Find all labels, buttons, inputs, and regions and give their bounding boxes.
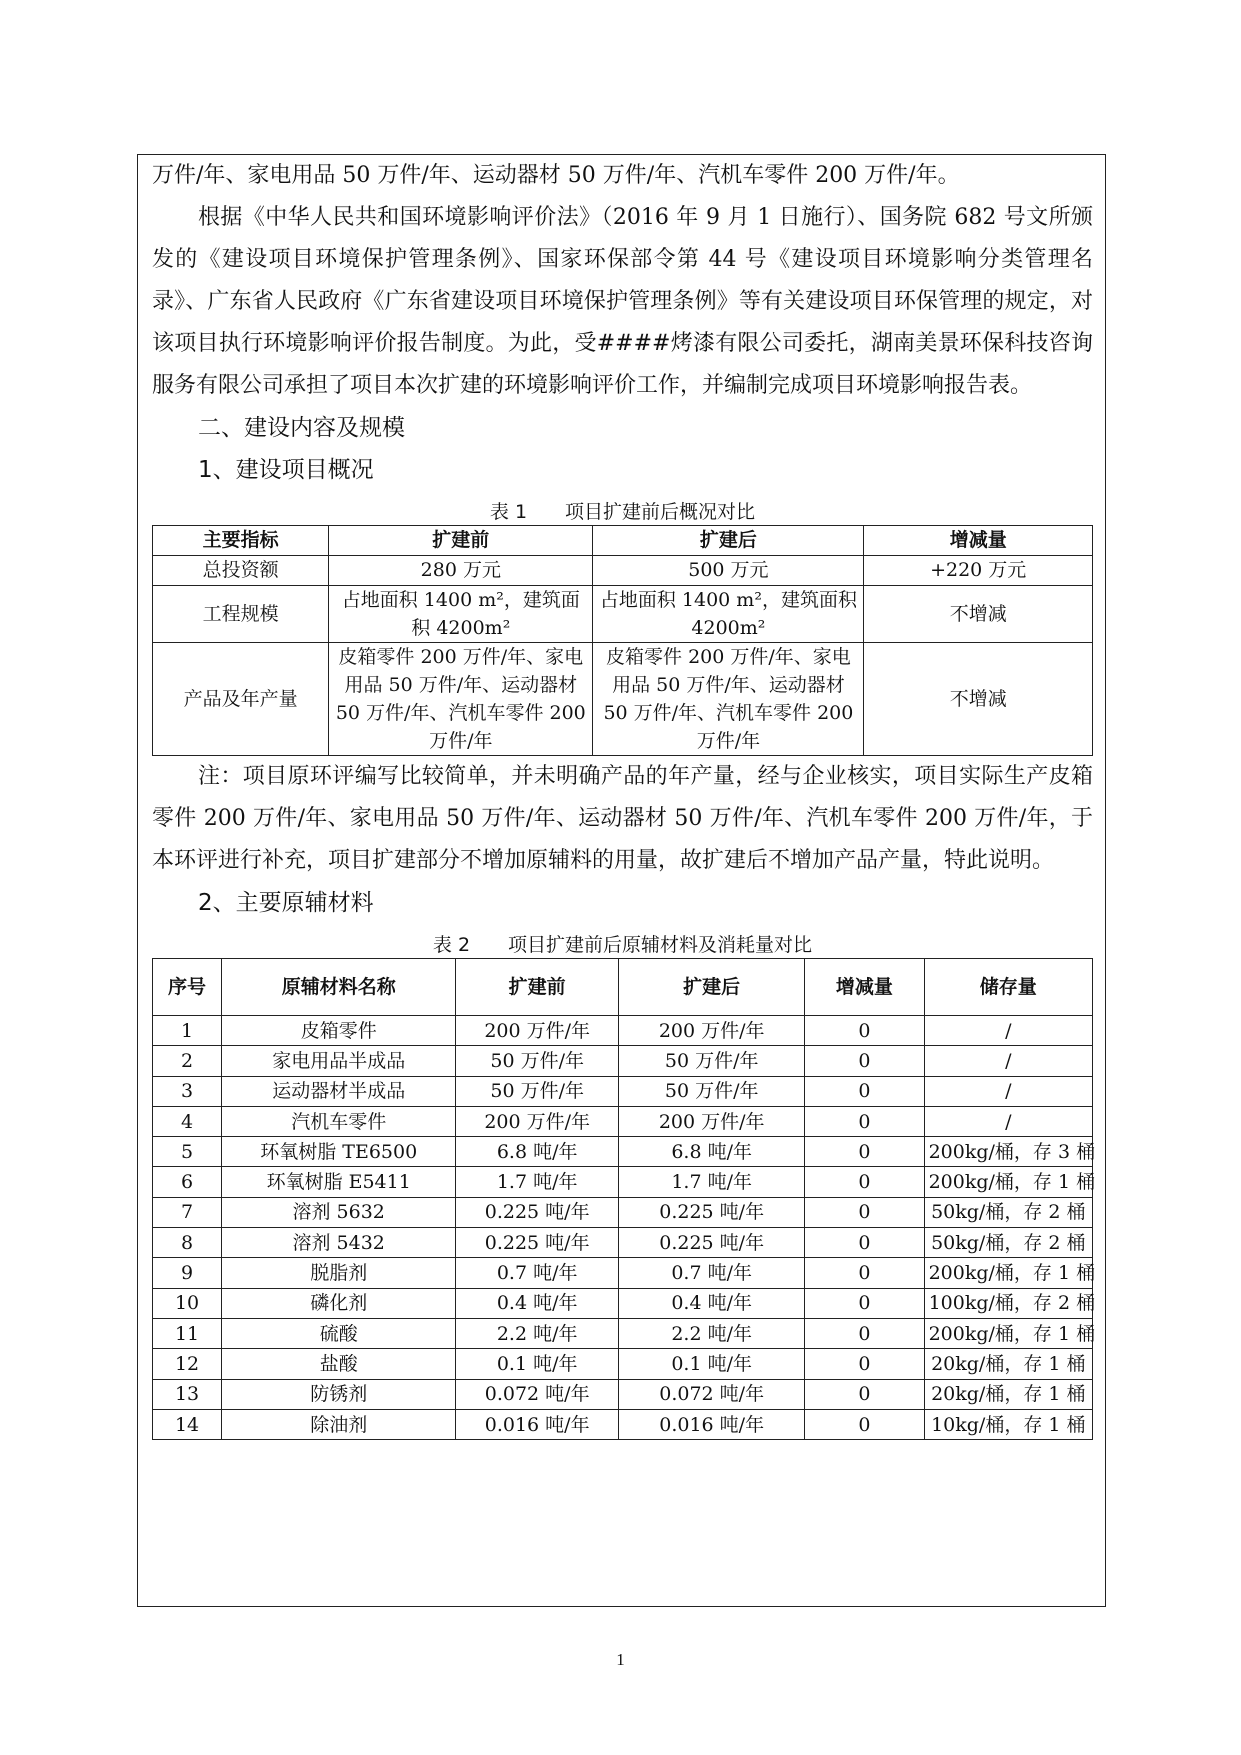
table-cell: 0 [805, 1349, 924, 1379]
table2-header-cell: 序号 [153, 959, 222, 1016]
table-cell: 100kg/桶，存 2 桶 [924, 1288, 1092, 1318]
table-cell: 6.8 吨/年 [456, 1137, 619, 1167]
table-cell: 6.8 吨/年 [619, 1137, 805, 1167]
table-cell: 环氧树脂 TE6500 [222, 1137, 456, 1167]
table-cell: 1.7 吨/年 [619, 1167, 805, 1197]
table2-header-cell: 原辅材料名称 [222, 959, 456, 1016]
section-title: 二、建设内容及规模 [198, 415, 405, 441]
table-cell: 50kg/桶，存 2 桶 [924, 1197, 1092, 1227]
table-row [153, 1046, 1093, 1076]
table-cell: 汽机车零件 [222, 1106, 456, 1136]
table-cell: 0 [805, 1258, 924, 1288]
table-cell: 2.2 吨/年 [619, 1318, 805, 1348]
table-cell: 0.225 吨/年 [456, 1197, 619, 1227]
table-row [153, 556, 1093, 586]
table-cell: 0.225 吨/年 [619, 1228, 805, 1258]
table-row [153, 1106, 1093, 1136]
table-cell: 0.7 吨/年 [456, 1258, 619, 1288]
table-cell: 0.225 吨/年 [619, 1197, 805, 1227]
table-cell: 占地面积 1400 m²，建筑面积 4200m² [593, 586, 864, 643]
table-cell: 50kg/桶，存 2 桶 [924, 1228, 1092, 1258]
table2-header-cell: 扩建后 [619, 959, 805, 1016]
table-cell: 280 万元 [329, 556, 593, 586]
table-cell: 50 万件/年 [456, 1046, 619, 1076]
table-cell: 硫酸 [222, 1318, 456, 1348]
table-cell: 2 [153, 1046, 222, 1076]
table-row [153, 1258, 1093, 1288]
table2-header-row [153, 959, 1093, 1016]
table-cell: / [924, 1076, 1092, 1106]
table2-header-cell: 增减量 [805, 959, 924, 1016]
table-cell: 200 万件/年 [619, 1016, 805, 1046]
page-frame [137, 154, 1106, 1607]
table-cell: 50 万件/年 [456, 1076, 619, 1106]
table-row [153, 1349, 1093, 1379]
table-cell: 10kg/桶，存 1 桶 [924, 1409, 1092, 1439]
table-row [153, 1137, 1093, 1167]
table-cell: 8 [153, 1228, 222, 1258]
table-cell: 0.1 吨/年 [456, 1349, 619, 1379]
table-cell: 0.016 吨/年 [619, 1409, 805, 1439]
table1-header-cell: 扩建后 [593, 526, 864, 556]
table2 [152, 958, 1096, 1440]
table2-header-cell: 储存量 [924, 959, 1092, 1016]
table-cell: 家电用品半成品 [222, 1046, 456, 1076]
table2-body [153, 1016, 1096, 1440]
table-cell: 0 [805, 1106, 924, 1136]
table-cell: 0 [805, 1379, 924, 1409]
table1-header-cell: 扩建前 [329, 526, 593, 556]
table-cell: 磷化剂 [222, 1288, 456, 1318]
table-cell: 防锈剂 [222, 1379, 456, 1409]
table-cell: 产品及年产量 [153, 643, 329, 756]
table-cell: 7 [153, 1197, 222, 1227]
table-cell: 0.072 吨/年 [619, 1379, 805, 1409]
table-cell: 皮箱零件 200 万件/年、家电用品 50 万件/年、运动器材 50 万件/年、汽机车零件 200 万件/年 [329, 643, 593, 756]
table-cell: 5 [153, 1137, 222, 1167]
table-cell: 工程规模 [153, 586, 329, 643]
table-cell: 2.2 吨/年 [456, 1318, 619, 1348]
table1 [152, 525, 1093, 756]
table-cell: 500 万元 [593, 556, 864, 586]
table1-header-cell: 主要指标 [153, 526, 329, 556]
table-cell: 盐酸 [222, 1349, 456, 1379]
table-cell: 12 [153, 1349, 222, 1379]
table-cell: 0 [805, 1409, 924, 1439]
table-cell: 1.7 吨/年 [456, 1167, 619, 1197]
table-cell: 0.7 吨/年 [619, 1258, 805, 1288]
table-cell: / [924, 1016, 1092, 1046]
table-cell: 0 [805, 1016, 924, 1046]
table-row [153, 1167, 1093, 1197]
table-cell: 0.4 吨/年 [456, 1288, 619, 1318]
table-cell: 0 [805, 1046, 924, 1076]
table-cell: 200kg/桶，存 3 桶 [924, 1137, 1092, 1167]
table-cell: 不增减 [864, 643, 1093, 756]
table-cell: 20kg/桶，存 1 桶 [924, 1349, 1092, 1379]
table-row [153, 1016, 1093, 1046]
table-cell: 0.4 吨/年 [619, 1288, 805, 1318]
table-row [153, 1379, 1093, 1409]
table-cell: 200kg/桶，存 1 桶 [924, 1258, 1092, 1288]
subsection-title-1: 1、建设项目概况 [198, 457, 374, 483]
intro-continued-line: 万件/年、家电用品 50 万件/年、运动器材 50 万件/年、汽机车零件 200 万件/年。 [152, 163, 960, 188]
table-row [153, 1288, 1093, 1318]
table1-caption: 表 1 项目扩建前后概况对比 [489, 501, 756, 523]
table-cell: +220 万元 [864, 556, 1093, 586]
table-cell: 不增减 [864, 586, 1093, 643]
table1-header-row [153, 526, 1093, 556]
table-cell: / [924, 1106, 1092, 1136]
table-cell: 50 万件/年 [619, 1046, 805, 1076]
table-cell: 0.072 吨/年 [456, 1379, 619, 1409]
table-cell: 溶剂 5632 [222, 1197, 456, 1227]
content [152, 155, 1096, 1440]
table-cell: 50 万件/年 [619, 1076, 805, 1106]
table1-header-cell: 增减量 [864, 526, 1093, 556]
intro-paragraph: 根据《中华人民共和国环境影响评价法》（2016 年 9 月 1 日施行）、国务院 682 号文所颁发的《建设项目环境保护管理条例》、国家环保部令第 44 号《建设项目环境影响分类管理名录》、广东省人民政府《广东省建设项目环境保护管理条例》等有关建设项目环保管理的规定，对该项目执行环境影响评价报告制度。为此，受####烤漆有限公司委托，湖南美景环保科技咨询服务有限公司承担了项目本次扩建的环境影响评价工作，并编制完成项目环境影响报告表。 [152, 205, 1093, 398]
table-cell: 20kg/桶，存 1 桶 [924, 1379, 1092, 1409]
table-cell: 除油剂 [222, 1409, 456, 1439]
table-cell: 200 万件/年 [619, 1106, 805, 1136]
table-cell: 环氧树脂 E5411 [222, 1167, 456, 1197]
table-cell: 200 万件/年 [456, 1106, 619, 1136]
table-cell: 9 [153, 1258, 222, 1288]
table-cell: 总投资额 [153, 556, 329, 586]
table-cell: 0.225 吨/年 [456, 1228, 619, 1258]
table-cell: / [924, 1046, 1092, 1076]
table-cell: 皮箱零件 200 万件/年、家电用品 50 万件/年、运动器材 50 万件/年、汽机车零件 200 万件/年 [593, 643, 864, 756]
table-cell: 0.016 吨/年 [456, 1409, 619, 1439]
table2-header-cell: 扩建前 [456, 959, 619, 1016]
table-cell: 0 [805, 1137, 924, 1167]
table2-caption: 表 2 项目扩建前后原辅材料及消耗量对比 [432, 934, 813, 956]
table-cell: 溶剂 5432 [222, 1228, 456, 1258]
table-cell: 0 [805, 1288, 924, 1318]
subsection-title-2: 2、主要原辅材料 [198, 890, 374, 916]
table-cell: 6 [153, 1167, 222, 1197]
table-cell: 0 [805, 1197, 924, 1227]
table-row [153, 1076, 1093, 1106]
page-number: 1 [616, 1650, 625, 1669]
table-cell: 14 [153, 1409, 222, 1439]
table-cell: 0 [805, 1167, 924, 1197]
table-cell: 13 [153, 1379, 222, 1409]
table-row [153, 1409, 1093, 1439]
table-row [153, 586, 1093, 643]
table-row [153, 1228, 1093, 1258]
table-row [153, 1318, 1093, 1348]
table-cell: 1 [153, 1016, 222, 1046]
table-cell: 10 [153, 1288, 222, 1318]
table-cell: 3 [153, 1076, 222, 1106]
table-cell: 0.1 吨/年 [619, 1349, 805, 1379]
table-row [153, 1197, 1093, 1227]
table-cell: 0 [805, 1228, 924, 1258]
table-cell: 运动器材半成品 [222, 1076, 456, 1106]
table-row [153, 643, 1093, 756]
table-cell: 占地面积 1400 m²，建筑面积 4200m² [329, 586, 593, 643]
table-cell: 0 [805, 1076, 924, 1106]
table-cell: 11 [153, 1318, 222, 1348]
table-cell: 4 [153, 1106, 222, 1136]
note-paragraph: 注：项目原环评编写比较简单，并未明确产品的年产量，经与企业核实，项目实际生产皮箱零件 200 万件/年、家电用品 50 万件/年、运动器材 50 万件/年、汽机车零件 200 万件/年，于本环评进行补充，项目扩建部分不增加原辅料的用量，故扩建后不增加产品产量，特此说明。 [152, 764, 1093, 873]
table-cell: 200 万件/年 [456, 1016, 619, 1046]
table-cell: 200kg/桶，存 1 桶 [924, 1318, 1092, 1348]
table-cell: 皮箱零件 [222, 1016, 456, 1046]
table-cell: 脱脂剂 [222, 1258, 456, 1288]
table-cell: 200kg/桶，存 1 桶 [924, 1167, 1092, 1197]
table-cell: 0 [805, 1318, 924, 1348]
